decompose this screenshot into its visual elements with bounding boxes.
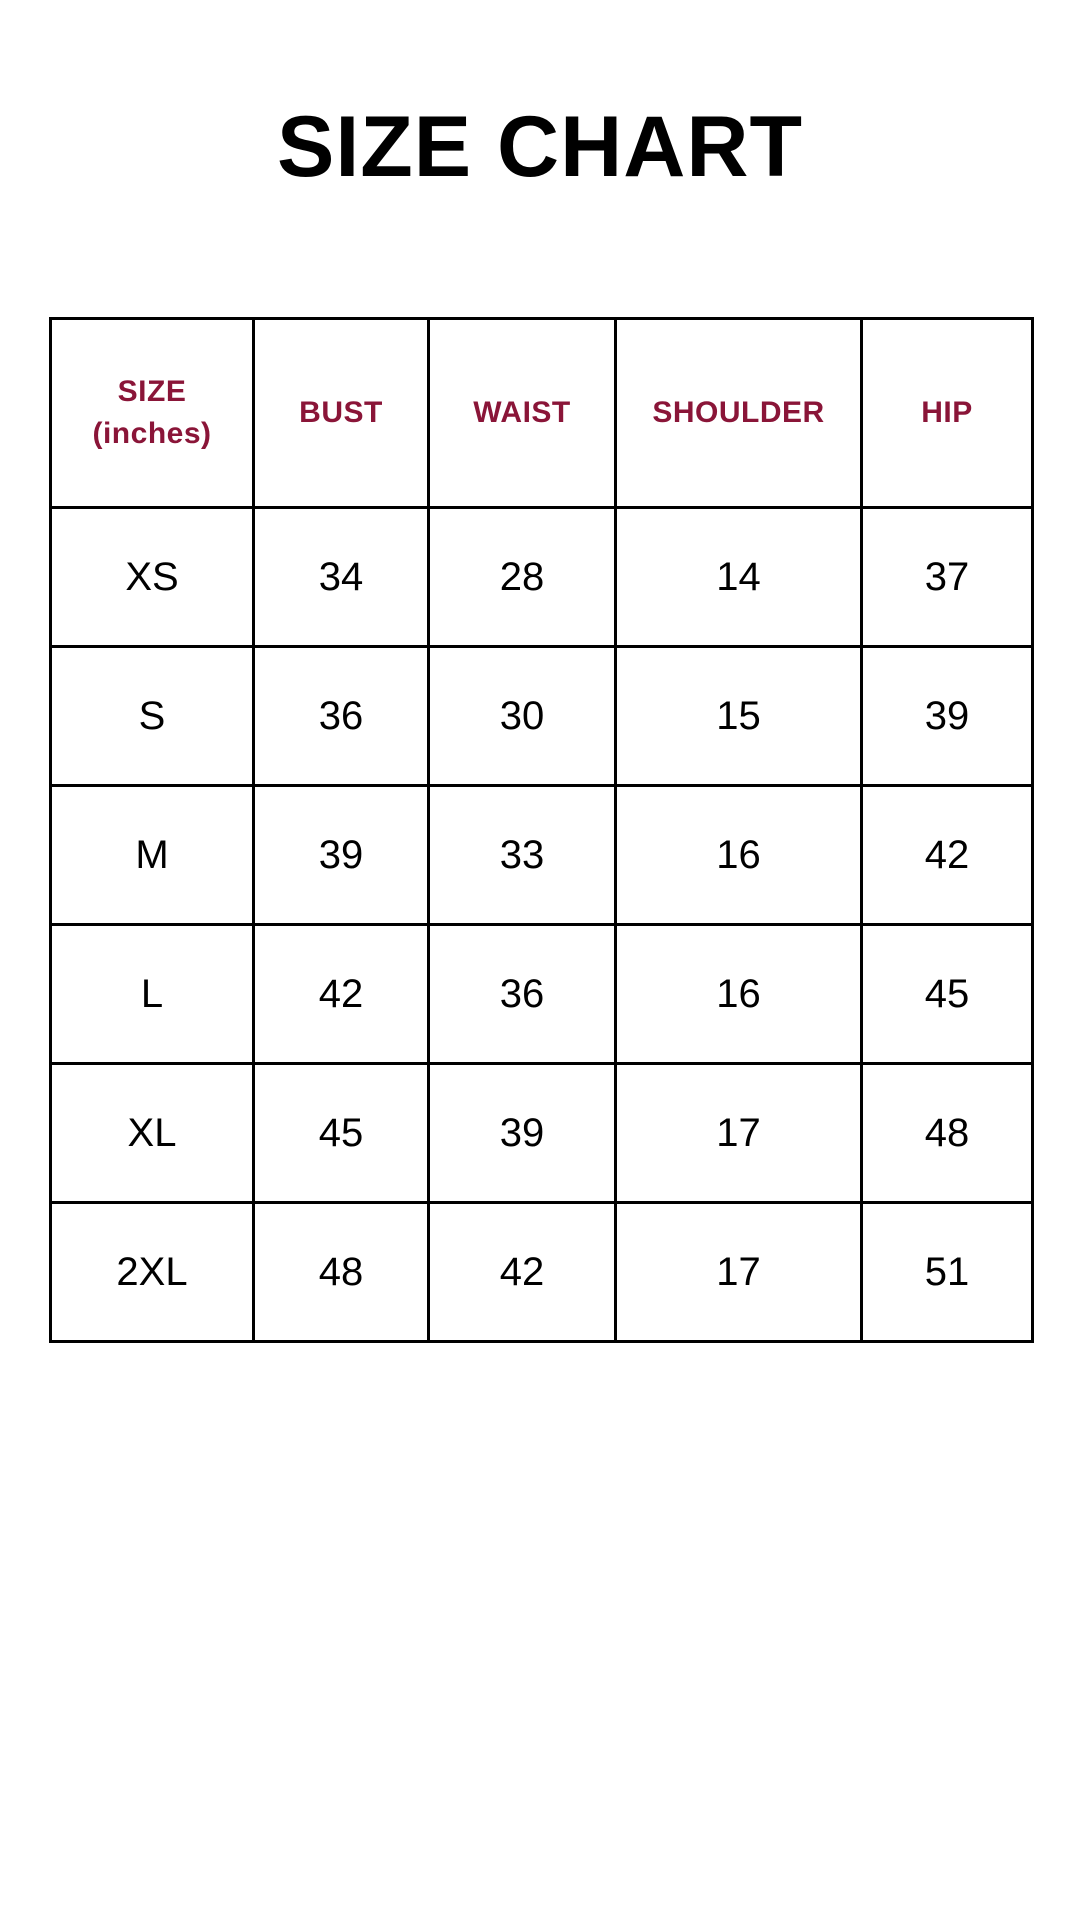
column-header-waist-label: WAIST — [473, 396, 571, 429]
page-title: SIZE CHART — [277, 99, 803, 195]
column-header-size — [51, 319, 254, 508]
cell-hip: 37 — [862, 508, 1033, 647]
cell-waist: 28 — [429, 508, 616, 647]
cell-bust: 34 — [254, 508, 429, 647]
cell-shoulder: 16 — [616, 925, 862, 1064]
column-header-size-line1: SIZE — [117, 375, 187, 408]
cell-size: L — [51, 925, 254, 1064]
cell-shoulder: 16 — [616, 786, 862, 925]
cell-hip: 42 — [862, 786, 1033, 925]
cell-hip: 48 — [862, 1064, 1033, 1203]
cell-hip: 39 — [862, 647, 1033, 786]
cell-hip: 51 — [862, 1203, 1033, 1342]
size-chart-table-container — [49, 317, 1031, 1343]
column-header-hip — [862, 319, 1033, 508]
table-body — [51, 508, 1033, 1342]
column-header-bust — [254, 319, 429, 508]
table-row — [51, 1203, 1033, 1342]
table-row — [51, 1064, 1033, 1203]
cell-shoulder: 15 — [616, 647, 862, 786]
table-row — [51, 786, 1033, 925]
cell-bust: 48 — [254, 1203, 429, 1342]
cell-shoulder: 17 — [616, 1203, 862, 1342]
cell-size: XL — [51, 1064, 254, 1203]
cell-bust: 36 — [254, 647, 429, 786]
cell-size: 2XL — [51, 1203, 254, 1342]
cell-waist: 39 — [429, 1064, 616, 1203]
table-row — [51, 508, 1033, 647]
cell-waist: 36 — [429, 925, 616, 1064]
cell-bust: 39 — [254, 786, 429, 925]
column-header-size-line2: (inches) — [92, 417, 212, 450]
table-header-row — [51, 319, 1033, 508]
table-row — [51, 647, 1033, 786]
cell-hip: 45 — [862, 925, 1033, 1064]
column-header-bust-label: BUST — [299, 396, 383, 429]
cell-waist: 33 — [429, 786, 616, 925]
cell-size: M — [51, 786, 254, 925]
column-header-shoulder-label: SHOULDER — [652, 396, 825, 429]
cell-bust: 42 — [254, 925, 429, 1064]
column-header-waist — [429, 319, 616, 508]
table-row — [51, 925, 1033, 1064]
cell-bust: 45 — [254, 1064, 429, 1203]
column-header-shoulder — [616, 319, 862, 508]
cell-shoulder: 17 — [616, 1064, 862, 1203]
cell-size: XS — [51, 508, 254, 647]
cell-shoulder: 14 — [616, 508, 862, 647]
size-chart-table — [49, 317, 1034, 1343]
cell-size: S — [51, 647, 254, 786]
table-header — [51, 319, 1033, 508]
cell-waist: 42 — [429, 1203, 616, 1342]
cell-waist: 30 — [429, 647, 616, 786]
column-header-hip-label: HIP — [921, 396, 973, 429]
